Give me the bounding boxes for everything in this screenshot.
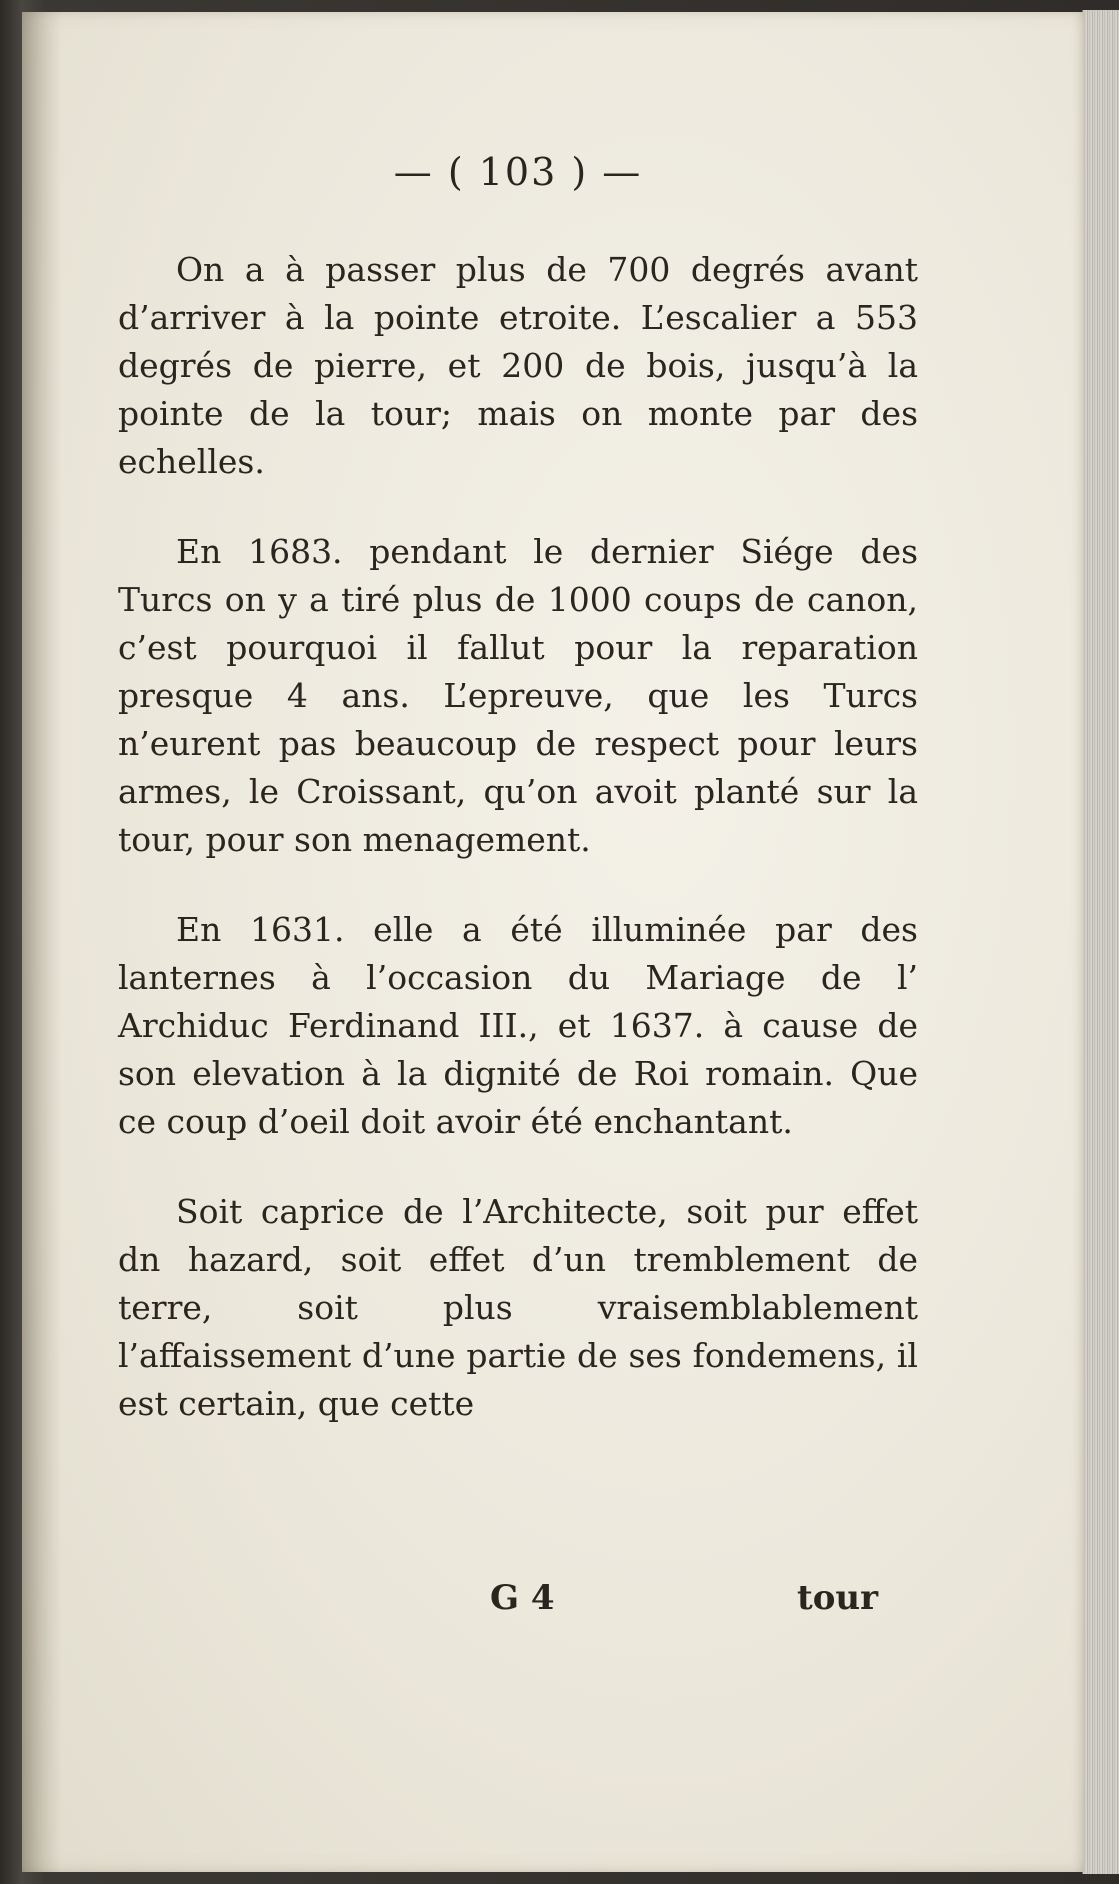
page-number-header: — ( 103 ) — <box>393 150 643 194</box>
catchword: tour <box>796 1578 878 1618</box>
paragraph-4: Soit caprice de l’Architecte, soit pur effet dn hazard, soit effet d’un tremblement de terre, soit plus vraisemblablement l’affaissement d’une partie de ses fondemens, il est certain, que cette <box>118 1192 918 1423</box>
page-content <box>118 150 918 1470</box>
signature-mark: G 4 <box>490 1578 555 1618</box>
page-block-edges <box>1082 10 1119 1874</box>
paragraph-1: On a à passer plus de 700 degrés avant d’arriver à la pointe etroite. L’escalier a 553 degrés de pierre, et 200 de bois, jusqu’à la pointe de la tour; mais on monte par des echelles. <box>118 250 918 481</box>
paragraph-2: En 1683. pendant le dernier Siége des Turcs on y a tiré plus de 1000 coups de canon, c’est pourquoi il fallut pour la reparation presque 4 ans. L’epreuve, que les Turcs n’eurent pas beaucoup de respect pour leurs armes, le Croissant, qu’on avoit planté sur la tour, pour son menagement. <box>118 532 918 859</box>
paragraph-3: En 1631. elle a été illuminée par des lanternes à l’occasion du Mariage de l’ Archiduc Ferdinand III., et 1637. à cause de son elevation à la dignité de Roi romain. Que ce coup d’oeil doit avoir été enchantant. <box>118 910 918 1141</box>
page-footer <box>118 1578 878 1638</box>
gutter-shadow <box>22 12 62 1872</box>
